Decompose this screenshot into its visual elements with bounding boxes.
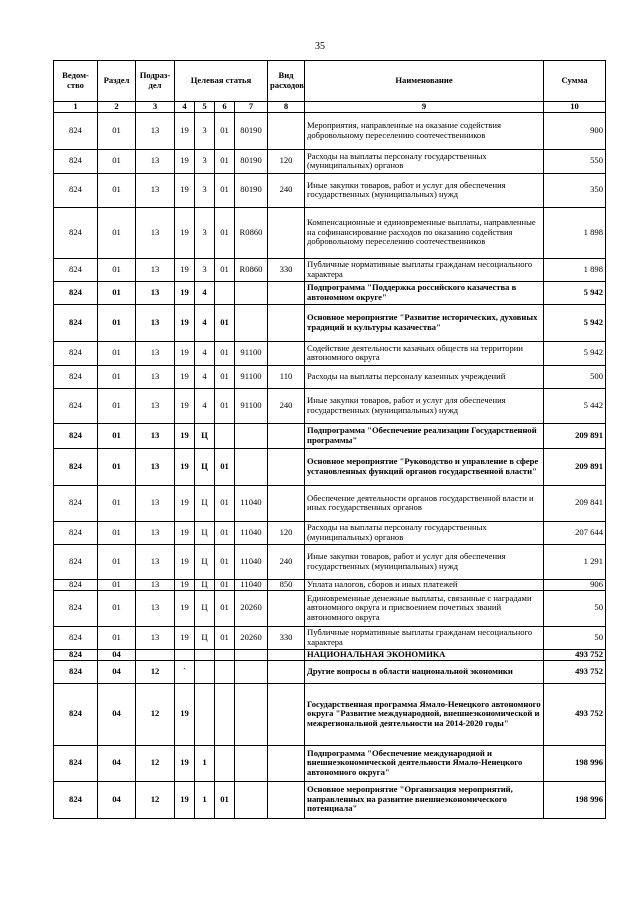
podrazdel-cell: 13 (136, 207, 175, 258)
target-code-4-cell (235, 649, 268, 660)
target-code-2-cell: 4 (195, 281, 215, 304)
target-code-3-cell (215, 423, 235, 448)
target-code-2-cell: 3 (195, 173, 215, 207)
expense-type-cell (268, 341, 305, 365)
sum-cell: 5 442 (544, 388, 606, 423)
name-cell: Иные закупки товаров, работ и услуг для обеспечения государственных (муниципальных) нужд (305, 173, 544, 207)
target-code-1-cell: 19 (175, 149, 195, 173)
expense-type-cell: 240 (268, 173, 305, 207)
razdel-cell: 01 (98, 485, 136, 521)
vedomstvo-cell: 824 (54, 626, 98, 649)
table-row (54, 590, 606, 626)
name-cell: Иные закупки товаров, работ и услуг для обеспечения государственных (муниципальных) нужд (305, 544, 544, 579)
target-code-4-cell: 91100 (235, 341, 268, 365)
vedomstvo-cell: 824 (54, 341, 98, 365)
razdel-cell: 01 (98, 590, 136, 626)
sum-cell: 5 942 (544, 281, 606, 304)
page-number: 35 (315, 41, 325, 52)
razdel-cell: 04 (98, 781, 136, 818)
index-cell: 4 (175, 102, 195, 113)
table-row (54, 149, 606, 173)
sum-cell: 5 942 (544, 304, 606, 341)
target-code-3-cell: 01 (215, 590, 235, 626)
target-code-4-cell (235, 281, 268, 304)
target-code-1-cell: 19 (175, 388, 195, 423)
name-cell: Основное мероприятие "Организация мероприятий, направленных на развитие внешнеэкономического потенциала" (305, 781, 544, 818)
name-cell: Публичные нормативные выплаты гражданам несоциального характера (305, 626, 544, 649)
expense-type-cell: 240 (268, 388, 305, 423)
header-vedomstvo (54, 61, 98, 102)
header-vid-text: Вид расходов (270, 70, 304, 90)
target-code-1-cell: 19 (175, 423, 195, 448)
table-row (54, 173, 606, 207)
target-code-1-cell: 19 (175, 544, 195, 579)
expense-type-cell (268, 448, 305, 485)
name-cell: Другие вопросы в области национальной экономики (305, 660, 544, 683)
target-code-4-cell: 91100 (235, 388, 268, 423)
target-code-4-cell: 91100 (235, 365, 268, 388)
sum-cell: 209 841 (544, 485, 606, 521)
podrazdel-cell: 13 (136, 448, 175, 485)
target-code-3-cell: 01 (215, 485, 235, 521)
name-cell: Обеспечение деятельности органов государственной власти и иных государственных органов (305, 485, 544, 521)
target-code-1-cell: 19 (175, 281, 195, 304)
header-podrazdel (136, 61, 175, 102)
razdel-cell: 01 (98, 207, 136, 258)
name-cell: Расходы на выплаты персоналу казенных учреждений (305, 365, 544, 388)
razdel-cell: 01 (98, 544, 136, 579)
razdel-cell: 01 (98, 388, 136, 423)
target-code-3-cell (215, 649, 235, 660)
name-cell: Публичные нормативные выплаты гражданам несоциального характера (305, 258, 544, 281)
target-code-1-cell: 19 (175, 304, 195, 341)
target-code-4-cell: 20260 (235, 590, 268, 626)
target-code-4-cell: 80190 (235, 112, 268, 149)
target-code-3-cell: 01 (215, 207, 235, 258)
vedomstvo-cell: 824 (54, 544, 98, 579)
podrazdel-cell: 12 (136, 660, 175, 683)
podrazdel-cell: 13 (136, 258, 175, 281)
expense-type-cell (268, 485, 305, 521)
index-cell: 8 (268, 102, 305, 113)
target-code-4-cell: R0860 (235, 207, 268, 258)
sum-cell: 5 942 (544, 341, 606, 365)
header-vedomstvo-text: Ведом- ство (62, 70, 89, 90)
sum-cell: 1 898 (544, 258, 606, 281)
target-code-2-cell: 4 (195, 388, 215, 423)
sum-cell: 493 752 (544, 660, 606, 683)
razdel-cell: 01 (98, 521, 136, 544)
podrazdel-cell: 13 (136, 149, 175, 173)
target-code-4-cell: 11040 (235, 544, 268, 579)
target-code-3-cell: 01 (215, 365, 235, 388)
index-cell: 1 (54, 102, 98, 113)
header-naimenovanie (305, 61, 544, 102)
target-code-1-cell: 19 (175, 781, 195, 818)
vedomstvo-cell: 824 (54, 649, 98, 660)
podrazdel-cell: 13 (136, 521, 175, 544)
podrazdel-cell: 13 (136, 112, 175, 149)
expense-type-cell (268, 781, 305, 818)
razdel-cell: 01 (98, 149, 136, 173)
expense-type-cell (268, 660, 305, 683)
name-cell: Единовременные денежные выплаты, связанные с наградами автономного округа и присвоением почетных званий автономного округа (305, 590, 544, 626)
vedomstvo-cell: 824 (54, 683, 98, 745)
target-code-3-cell: 01 (215, 521, 235, 544)
name-cell: Мероприятия, направленные на оказание содействия добровольному переселению соотечественников (305, 112, 544, 149)
target-code-4-cell (235, 304, 268, 341)
podrazdel-cell: 13 (136, 365, 175, 388)
target-code-3-cell: 01 (215, 304, 235, 341)
target-code-1-cell: 19 (175, 626, 195, 649)
vedomstvo-cell: 824 (54, 485, 98, 521)
index-cell: 3 (136, 102, 175, 113)
sum-cell: 209 891 (544, 423, 606, 448)
table-row (54, 579, 606, 590)
target-code-2-cell: Ц (195, 544, 215, 579)
table-row (54, 207, 606, 258)
target-code-2-cell (195, 649, 215, 660)
vedomstvo-cell: 824 (54, 521, 98, 544)
target-code-4-cell: 11040 (235, 521, 268, 544)
table-row (54, 388, 606, 423)
header-summa-text: Сумма (561, 75, 588, 86)
table-row (54, 258, 606, 281)
razdel-cell: 01 (98, 365, 136, 388)
sum-cell: 1 898 (544, 207, 606, 258)
expense-type-cell: 330 (268, 258, 305, 281)
target-code-3-cell: 01 (215, 258, 235, 281)
vedomstvo-cell: 824 (54, 258, 98, 281)
name-cell: Подпрограмма "Обеспечение реализации Государственной программы" (305, 423, 544, 448)
razdel-cell: 01 (98, 423, 136, 448)
target-code-4-cell (235, 781, 268, 818)
name-cell: НАЦИОНАЛЬНАЯ ЭКОНОМИКА (305, 649, 544, 660)
header-row (54, 61, 606, 102)
podrazdel-cell: 12 (136, 781, 175, 818)
target-code-4-cell (235, 448, 268, 485)
vedomstvo-cell: 824 (54, 590, 98, 626)
name-cell: Содействие деятельности казачьих обществ на территории автономного округа (305, 341, 544, 365)
vedomstvo-cell: 824 (54, 423, 98, 448)
expense-type-cell (268, 207, 305, 258)
target-code-2-cell: Ц (195, 423, 215, 448)
podrazdel-cell: 13 (136, 485, 175, 521)
sum-cell: 550 (544, 149, 606, 173)
sum-cell: 493 752 (544, 649, 606, 660)
name-cell: Иные закупки товаров, работ и услуг для обеспечения государственных (муниципальных) нужд (305, 388, 544, 423)
vedomstvo-cell: 824 (54, 660, 98, 683)
podrazdel-cell: 13 (136, 281, 175, 304)
target-code-1-cell: 19 (175, 173, 195, 207)
target-code-1-cell: 19 (175, 365, 195, 388)
target-code-4-cell (235, 745, 268, 781)
sum-cell: 198 996 (544, 781, 606, 818)
target-code-1-cell: 19 (175, 590, 195, 626)
expense-type-cell (268, 745, 305, 781)
razdel-cell: 01 (98, 579, 136, 590)
table-row (54, 112, 606, 149)
name-cell: Компенсационные и единовременные выплаты, направленные на софинансирование расходов по оказанию содействия добровольному переселению соотечественников (305, 207, 544, 258)
target-code-3-cell (215, 683, 235, 745)
vedomstvo-cell: 824 (54, 173, 98, 207)
target-code-4-cell (235, 660, 268, 683)
header-celevaya-text: Целевая статья (190, 75, 252, 86)
vedomstvo-cell: 824 (54, 365, 98, 388)
header-summa (544, 61, 606, 102)
expense-type-cell: 110 (268, 365, 305, 388)
name-cell: Подпрограмма "Обеспечение международной и внешнеэкономической деятельности Ямало-Ненецкого автономного округа" (305, 745, 544, 781)
razdel-cell: 01 (98, 448, 136, 485)
target-code-4-cell: 11040 (235, 485, 268, 521)
target-code-4-cell: R0860 (235, 258, 268, 281)
razdel-cell: 01 (98, 304, 136, 341)
target-code-3-cell: 01 (215, 626, 235, 649)
podrazdel-cell (136, 649, 175, 660)
table-row (54, 423, 606, 448)
razdel-cell: 04 (98, 660, 136, 683)
target-code-3-cell (215, 660, 235, 683)
table-row (54, 626, 606, 649)
vedomstvo-cell: 824 (54, 281, 98, 304)
table-row (54, 683, 606, 745)
razdel-cell: 04 (98, 649, 136, 660)
target-code-3-cell: 01 (215, 579, 235, 590)
podrazdel-cell: 12 (136, 745, 175, 781)
vedomstvo-cell: 824 (54, 149, 98, 173)
table-row (54, 485, 606, 521)
expense-type-cell (268, 112, 305, 149)
podrazdel-cell: 12 (136, 683, 175, 745)
expense-type-cell (268, 304, 305, 341)
table-row (54, 745, 606, 781)
target-code-2-cell: 3 (195, 112, 215, 149)
target-code-1-cell: 19 (175, 341, 195, 365)
sum-cell: 493 752 (544, 683, 606, 745)
target-code-1-cell: 19 (175, 448, 195, 485)
target-code-2-cell: 1 (195, 781, 215, 818)
sum-cell: 500 (544, 365, 606, 388)
header-podrazdel-text: Подраз- дел (139, 70, 171, 90)
expense-type-cell: 240 (268, 544, 305, 579)
target-code-2-cell: 3 (195, 258, 215, 281)
podrazdel-cell: 13 (136, 590, 175, 626)
table-row (54, 544, 606, 579)
index-cell: 5 (195, 102, 215, 113)
table-row (54, 281, 606, 304)
target-code-1-cell: ` (175, 660, 195, 683)
razdel-cell: 01 (98, 341, 136, 365)
vedomstvo-cell: 824 (54, 304, 98, 341)
name-cell: Основное мероприятие "Развитие исторических, духовных традиций и культуры казачества" (305, 304, 544, 341)
razdel-cell: 01 (98, 173, 136, 207)
razdel-cell: 01 (98, 281, 136, 304)
table-row (54, 649, 606, 660)
header-naimenovanie-text: Наименование (395, 75, 453, 86)
target-code-3-cell: 01 (215, 781, 235, 818)
target-code-2-cell: Ц (195, 448, 215, 485)
target-code-2-cell: Ц (195, 485, 215, 521)
target-code-4-cell: 20260 (235, 626, 268, 649)
vedomstvo-cell: 824 (54, 745, 98, 781)
target-code-3-cell: 01 (215, 173, 235, 207)
podrazdel-cell: 13 (136, 173, 175, 207)
podrazdel-cell: 13 (136, 423, 175, 448)
target-code-4-cell (235, 683, 268, 745)
table-row (54, 365, 606, 388)
header-celevaya (175, 61, 268, 102)
target-code-2-cell: 3 (195, 207, 215, 258)
sum-cell: 350 (544, 173, 606, 207)
target-code-3-cell: 01 (215, 448, 235, 485)
name-cell: Расходы на выплаты персоналу государственных (муниципальных) органов (305, 521, 544, 544)
razdel-cell: 01 (98, 626, 136, 649)
razdel-cell: 01 (98, 258, 136, 281)
target-code-4-cell: 80190 (235, 173, 268, 207)
podrazdel-cell: 13 (136, 579, 175, 590)
target-code-1-cell: 19 (175, 579, 195, 590)
sum-cell: 50 (544, 626, 606, 649)
vedomstvo-cell: 824 (54, 781, 98, 818)
target-code-1-cell: 19 (175, 485, 195, 521)
podrazdel-cell: 13 (136, 544, 175, 579)
name-cell: Государственная программа Ямало-Ненецкого автономного округа "Развитие международной, внешнеэкономической и межрегиональной деятельности на 2014-2020 годы" (305, 683, 544, 745)
vedomstvo-cell: 824 (54, 448, 98, 485)
index-cell: 9 (305, 102, 544, 113)
target-code-4-cell (235, 423, 268, 448)
target-code-3-cell: 01 (215, 544, 235, 579)
target-code-4-cell: 11040 (235, 579, 268, 590)
target-code-1-cell (175, 649, 195, 660)
vedomstvo-cell: 824 (54, 579, 98, 590)
target-code-2-cell (195, 660, 215, 683)
target-code-3-cell: 01 (215, 388, 235, 423)
target-code-4-cell: 80190 (235, 149, 268, 173)
razdel-cell: 04 (98, 683, 136, 745)
target-code-2-cell: Ц (195, 521, 215, 544)
header-vid (268, 61, 305, 102)
table-row (54, 448, 606, 485)
sum-cell: 900 (544, 112, 606, 149)
podrazdel-cell: 13 (136, 388, 175, 423)
target-code-2-cell: 4 (195, 341, 215, 365)
name-cell: Подпрограмма "Поддержка российского казачества в автономном округе" (305, 281, 544, 304)
index-cell: 2 (98, 102, 136, 113)
target-code-2-cell: 4 (195, 365, 215, 388)
index-cell: 10 (544, 102, 606, 113)
target-code-1-cell: 19 (175, 207, 195, 258)
expense-type-cell (268, 683, 305, 745)
expense-type-cell (268, 281, 305, 304)
razdel-cell: 01 (98, 112, 136, 149)
target-code-2-cell (195, 683, 215, 745)
name-cell: Уплата налогов, сборов и иных платежей (305, 579, 544, 590)
target-code-1-cell: 19 (175, 112, 195, 149)
vedomstvo-cell: 824 (54, 112, 98, 149)
budget-table (53, 60, 606, 819)
index-cell: 6 (215, 102, 235, 113)
column-index-row (54, 102, 606, 113)
podrazdel-cell: 13 (136, 341, 175, 365)
sum-cell: 906 (544, 579, 606, 590)
sum-cell: 198 996 (544, 745, 606, 781)
table-row (54, 341, 606, 365)
target-code-3-cell: 01 (215, 149, 235, 173)
podrazdel-cell: 13 (136, 626, 175, 649)
target-code-2-cell: Ц (195, 626, 215, 649)
target-code-1-cell: 19 (175, 258, 195, 281)
name-cell: Основное мероприятие "Руководство и управление в сфере установленных функций органов государственной власти" (305, 448, 544, 485)
expense-type-cell (268, 649, 305, 660)
sum-cell: 1 291 (544, 544, 606, 579)
target-code-2-cell: Ц (195, 579, 215, 590)
table-row (54, 781, 606, 818)
target-code-2-cell: 1 (195, 745, 215, 781)
sum-cell: 50 (544, 590, 606, 626)
expense-type-cell: 850 (268, 579, 305, 590)
target-code-2-cell: 4 (195, 304, 215, 341)
target-code-1-cell: 19 (175, 521, 195, 544)
target-code-3-cell (215, 745, 235, 781)
target-code-1-cell: 19 (175, 745, 195, 781)
vedomstvo-cell: 824 (54, 388, 98, 423)
target-code-3-cell (215, 281, 235, 304)
podrazdel-cell: 13 (136, 304, 175, 341)
table-row (54, 660, 606, 683)
table-row (54, 521, 606, 544)
name-cell: Расходы на выплаты персоналу государственных (муниципальных) органов (305, 149, 544, 173)
sum-cell: 209 891 (544, 448, 606, 485)
sum-cell: 207 644 (544, 521, 606, 544)
target-code-1-cell: 19 (175, 683, 195, 745)
header-razdel (98, 61, 136, 102)
expense-type-cell: 120 (268, 521, 305, 544)
expense-type-cell: 120 (268, 149, 305, 173)
header-razdel-text: Раздел (103, 75, 130, 86)
expense-type-cell: 330 (268, 626, 305, 649)
target-code-3-cell: 01 (215, 112, 235, 149)
target-code-2-cell: 3 (195, 149, 215, 173)
index-cell: 7 (235, 102, 268, 113)
razdel-cell: 04 (98, 745, 136, 781)
expense-type-cell (268, 423, 305, 448)
vedomstvo-cell: 824 (54, 207, 98, 258)
target-code-2-cell: Ц (195, 590, 215, 626)
target-code-3-cell: 01 (215, 341, 235, 365)
expense-type-cell (268, 590, 305, 626)
table-row (54, 304, 606, 341)
